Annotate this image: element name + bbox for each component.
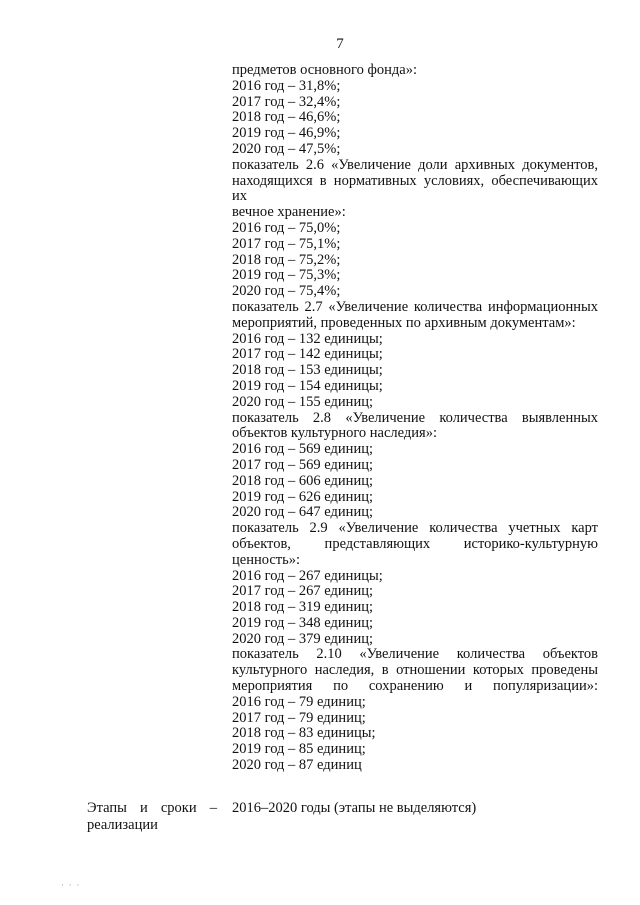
indicator-heading-line: показатель 2.7 «Увеличение количества информационных: [232, 298, 598, 315]
text-line: 2016 год – 132 единицы;: [232, 330, 383, 347]
text-line: 2019 год – 348 единиц;: [232, 614, 373, 631]
text-line: 2017 год – 32,4%;: [232, 93, 341, 110]
text-line: 2017 год – 569 единиц;: [232, 456, 373, 473]
text-line: 2018 год – 319 единиц;: [232, 599, 373, 616]
stages-value: 2016–2020 годы (этапы не выделяются): [232, 800, 477, 816]
indicator-heading-line: находящихся в нормативных условиях, обеспечивающих их: [232, 172, 598, 205]
text-line: 2017 год – 75,1%;: [232, 235, 341, 252]
text-line: 2018 год – 46,6%;: [232, 109, 341, 126]
indicator-heading-line: мероприятий, проведенных по архивным документам»:: [232, 314, 576, 331]
text-line: 2018 год – 153 единицы;: [232, 362, 383, 379]
text-line: 2020 год – 155 единиц;: [232, 393, 373, 410]
text-line: 2018 год – 83 единицы;: [232, 725, 376, 742]
indicators-text-block: [232, 63, 598, 774]
text-line: 2017 год – 267 единиц;: [232, 583, 373, 600]
indicator-heading-line: мероприятия по сохранению и популяризации»:: [232, 678, 598, 695]
text-line: 2019 год – 154 единицы;: [232, 377, 383, 394]
scan-mark: · · ·: [61, 881, 81, 891]
indicator-heading-line: показатель 2.8 «Увеличение количества выявленных: [232, 409, 598, 426]
indicator-heading-line: объектов, представляющих историко-культурную: [232, 535, 598, 552]
text-line: 2017 год – 142 единицы;: [232, 346, 383, 363]
text-line: 2020 год – 47,5%;: [232, 140, 341, 157]
indicator-heading-line: культурного наследия, в отношении которых проведены: [232, 662, 598, 679]
page-number: 7: [336, 36, 344, 52]
stages-label-line: Этапы и сроки –: [87, 800, 217, 816]
indicator-heading-line: объектов культурного наследия»:: [232, 425, 437, 442]
text-line: 2020 год – 87 единиц: [232, 757, 362, 774]
stages-label-line: реализации: [87, 817, 158, 833]
indicator-heading-line: показатель 2.10 «Увеличение количества объектов: [232, 646, 598, 663]
text-line: 2018 год – 606 единиц;: [232, 472, 373, 489]
text-line: 2016 год – 79 единиц;: [232, 693, 366, 710]
text-line: предметов основного фонда»:: [232, 62, 417, 78]
text-line: 2016 год – 569 единиц;: [232, 441, 373, 458]
text-line: 2016 год – 31,8%;: [232, 77, 341, 94]
text-line: 2019 год – 75,3%;: [232, 267, 341, 284]
indicator-heading-line: вечное хранение»:: [232, 204, 346, 221]
text-line: 2020 год – 647 единиц;: [232, 504, 373, 521]
text-line: 2016 год – 267 единицы;: [232, 567, 383, 584]
indicator-heading-line: показатель 2.6 «Увеличение доли архивных документов,: [232, 156, 598, 173]
text-line: 2017 год – 79 единиц;: [232, 709, 366, 726]
text-line: 2018 год – 75,2%;: [232, 251, 341, 268]
text-line: 2019 год – 46,9%;: [232, 125, 341, 142]
stages-label: [87, 800, 217, 834]
indicator-heading-line: ценность»:: [232, 551, 300, 568]
text-line: 2020 год – 75,4%;: [232, 283, 341, 300]
indicator-heading-line: показатель 2.9 «Увеличение количества учетных карт: [232, 520, 598, 537]
text-line: 2019 год – 85 единиц;: [232, 741, 366, 758]
text-line: 2020 год – 379 единиц;: [232, 630, 373, 647]
text-line: 2019 год – 626 единиц;: [232, 488, 373, 505]
text-line: 2016 год – 75,0%;: [232, 219, 341, 236]
